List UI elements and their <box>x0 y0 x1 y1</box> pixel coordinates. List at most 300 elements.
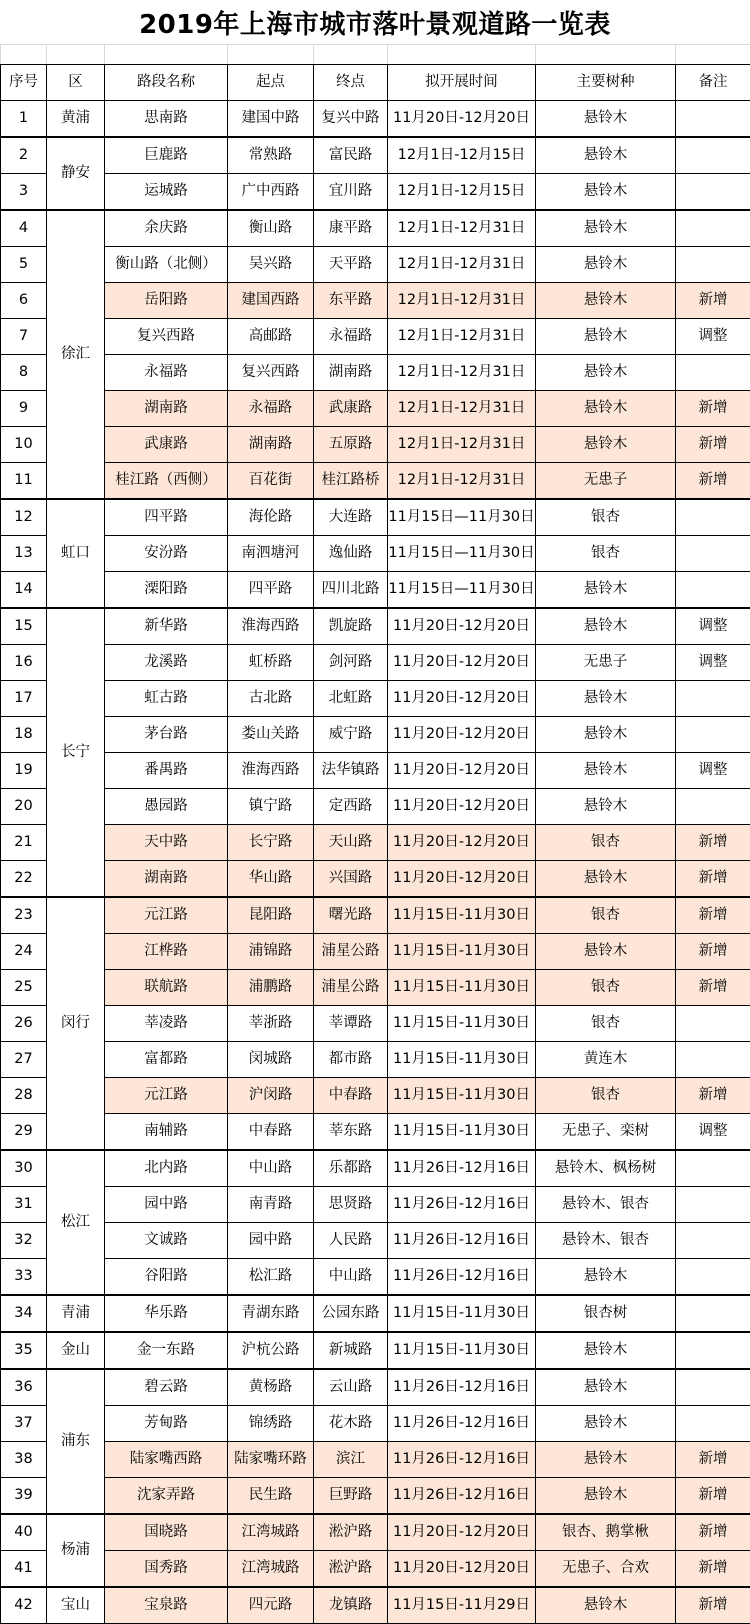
cell-to: 永福路 <box>314 319 388 355</box>
cell-to: 滨江 <box>314 1442 388 1478</box>
cell-tree: 悬铃木 <box>536 861 676 898</box>
cell-to: 武康路 <box>314 391 388 427</box>
cell-tree: 悬铃木 <box>536 1587 676 1624</box>
cell-to: 浦星公路 <box>314 934 388 970</box>
cell-time: 11月15日-11月30日 <box>388 1114 536 1151</box>
table-row <box>1 970 750 1006</box>
cell-note: 调整 <box>676 608 750 645</box>
cell-no: 19 <box>1 753 47 789</box>
table-row <box>1 391 750 427</box>
table-row <box>1 1042 750 1078</box>
cell-from: 浦鹏路 <box>228 970 314 1006</box>
cell-tree: 悬铃木 <box>536 753 676 789</box>
cell-road: 余庆路 <box>105 210 228 247</box>
cell-to: 浦星公路 <box>314 970 388 1006</box>
cell-time: 11月15日-11月30日 <box>388 1078 536 1114</box>
cell-from: 黄杨路 <box>228 1369 314 1406</box>
cell-no: 26 <box>1 1006 47 1042</box>
table-row <box>1 1114 750 1151</box>
cell-note: 新增 <box>676 463 750 500</box>
cell-note <box>676 1042 750 1078</box>
cell-note: 新增 <box>676 1478 750 1515</box>
cell-from: 百花街 <box>228 463 314 500</box>
cell-no: 8 <box>1 355 47 391</box>
cell-no: 15 <box>1 608 47 645</box>
cell-tree: 悬铃木 <box>536 1369 676 1406</box>
cell-to: 淞沪路 <box>314 1514 388 1551</box>
table-row <box>1 1332 750 1369</box>
blank-cell <box>105 45 228 65</box>
cell-road: 国秀路 <box>105 1551 228 1588</box>
cell-from: 闵城路 <box>228 1042 314 1078</box>
cell-road: 虹古路 <box>105 681 228 717</box>
table-row <box>1 1369 750 1406</box>
cell-from: 莘浙路 <box>228 1006 314 1042</box>
table-row <box>1 1259 750 1296</box>
cell-from: 四平路 <box>228 572 314 609</box>
cell-to: 兴国路 <box>314 861 388 898</box>
cell-note <box>676 1295 750 1332</box>
cell-time: 11月15日-11月30日 <box>388 1042 536 1078</box>
cell-from: 建国中路 <box>228 101 314 138</box>
cell-to: 凯旋路 <box>314 608 388 645</box>
cell-road: 巨鹿路 <box>105 137 228 174</box>
cell-to: 中山路 <box>314 1259 388 1296</box>
cell-note <box>676 1406 750 1442</box>
cell-note <box>676 1259 750 1296</box>
cell-time: 11月15日-11月30日 <box>388 1006 536 1042</box>
cell-time: 11月26日-12月16日 <box>388 1478 536 1515</box>
cell-no: 41 <box>1 1551 47 1588</box>
cell-time: 11月15日—11月30日 <box>388 572 536 609</box>
blank-row <box>1 45 750 65</box>
cell-to: 逸仙路 <box>314 536 388 572</box>
cell-note <box>676 137 750 174</box>
cell-note: 新增 <box>676 897 750 934</box>
cell-time: 11月20日-12月20日 <box>388 1551 536 1588</box>
cell-time: 11月20日-12月20日 <box>388 789 536 825</box>
cell-tree: 悬铃木、银杏 <box>536 1187 676 1223</box>
cell-to: 法华镇路 <box>314 753 388 789</box>
cell-to: 剑河路 <box>314 645 388 681</box>
cell-road: 江桦路 <box>105 934 228 970</box>
table-row <box>1 355 750 391</box>
cell-tree: 无患子 <box>536 645 676 681</box>
cell-from: 松汇路 <box>228 1259 314 1296</box>
cell-road: 富都路 <box>105 1042 228 1078</box>
cell-tree: 悬铃木 <box>536 1259 676 1296</box>
cell-from: 淮海西路 <box>228 753 314 789</box>
blank-cell <box>388 45 536 65</box>
cell-road: 岳阳路 <box>105 283 228 319</box>
cell-tree: 悬铃木 <box>536 608 676 645</box>
cell-tree: 悬铃木 <box>536 1442 676 1478</box>
cell-time: 11月20日-12月20日 <box>388 825 536 861</box>
cell-tree: 银杏 <box>536 1006 676 1042</box>
cell-to: 都市路 <box>314 1042 388 1078</box>
blank-cell <box>47 45 105 65</box>
cell-road: 龙溪路 <box>105 645 228 681</box>
cell-tree: 悬铃木 <box>536 210 676 247</box>
cell-tree: 悬铃木 <box>536 101 676 138</box>
cell-tree: 悬铃木 <box>536 789 676 825</box>
table-row <box>1 717 750 753</box>
cell-no: 22 <box>1 861 47 898</box>
cell-time: 11月15日-11月30日 <box>388 897 536 934</box>
cell-from: 长宁路 <box>228 825 314 861</box>
cell-from: 娄山关路 <box>228 717 314 753</box>
cell-tree: 无患子、栾树 <box>536 1114 676 1151</box>
cell-tree: 悬铃木 <box>536 355 676 391</box>
cell-road: 番禺路 <box>105 753 228 789</box>
cell-from: 陆家嘴环路 <box>228 1442 314 1478</box>
cell-tree: 银杏 <box>536 499 676 536</box>
cell-time: 12月1日-12月31日 <box>388 355 536 391</box>
cell-note: 新增 <box>676 1551 750 1588</box>
cell-road: 运城路 <box>105 174 228 211</box>
cell-tree: 悬铃木、银杏 <box>536 1223 676 1259</box>
cell-time: 11月20日-12月20日 <box>388 681 536 717</box>
cell-district: 闵行 <box>47 897 105 1150</box>
cell-no: 6 <box>1 283 47 319</box>
cell-road: 北内路 <box>105 1150 228 1187</box>
cell-no: 37 <box>1 1406 47 1442</box>
cell-to: 湖南路 <box>314 355 388 391</box>
cell-to: 天平路 <box>314 247 388 283</box>
cell-tree: 银杏 <box>536 825 676 861</box>
cell-from: 淮海西路 <box>228 608 314 645</box>
header-tree: 主要树种 <box>536 65 676 101</box>
cell-time: 11月26日-12月16日 <box>388 1442 536 1478</box>
header-row <box>1 65 750 101</box>
table-row <box>1 1295 750 1332</box>
cell-from: 华山路 <box>228 861 314 898</box>
cell-no: 27 <box>1 1042 47 1078</box>
cell-to: 花木路 <box>314 1406 388 1442</box>
cell-time: 11月20日-12月20日 <box>388 101 536 138</box>
cell-time: 11月26日-12月16日 <box>388 1150 536 1187</box>
table-row <box>1 645 750 681</box>
cell-time: 11月15日—11月30日 <box>388 499 536 536</box>
cell-no: 9 <box>1 391 47 427</box>
cell-to: 云山路 <box>314 1369 388 1406</box>
cell-from: 广中西路 <box>228 174 314 211</box>
cell-no: 25 <box>1 970 47 1006</box>
cell-note <box>676 1150 750 1187</box>
cell-note: 调整 <box>676 1114 750 1151</box>
cell-time: 11月20日-12月20日 <box>388 608 536 645</box>
cell-road: 永福路 <box>105 355 228 391</box>
cell-time: 12月1日-12月31日 <box>388 210 536 247</box>
cell-from: 江湾城路 <box>228 1514 314 1551</box>
cell-tree: 悬铃木 <box>536 283 676 319</box>
header-time: 拟开展时间 <box>388 65 536 101</box>
cell-to: 莘谭路 <box>314 1006 388 1042</box>
table-body <box>1 45 750 1624</box>
cell-from: 镇宁路 <box>228 789 314 825</box>
table-row <box>1 934 750 970</box>
cell-no: 39 <box>1 1478 47 1515</box>
cell-from: 中春路 <box>228 1114 314 1151</box>
cell-from: 沪杭公路 <box>228 1332 314 1369</box>
cell-time: 11月26日-12月16日 <box>388 1259 536 1296</box>
cell-note: 新增 <box>676 970 750 1006</box>
cell-road: 元江路 <box>105 897 228 934</box>
cell-district: 松江 <box>47 1150 105 1295</box>
table-row <box>1 861 750 898</box>
cell-time: 11月26日-12月16日 <box>388 1223 536 1259</box>
cell-note: 新增 <box>676 825 750 861</box>
header-note: 备注 <box>676 65 750 101</box>
cell-to: 思贤路 <box>314 1187 388 1223</box>
cell-no: 17 <box>1 681 47 717</box>
cell-no: 1 <box>1 101 47 138</box>
cell-district: 青浦 <box>47 1295 105 1332</box>
cell-road: 联航路 <box>105 970 228 1006</box>
table-row <box>1 1587 750 1624</box>
cell-from: 南青路 <box>228 1187 314 1223</box>
cell-note: 新增 <box>676 1514 750 1551</box>
cell-district: 静安 <box>47 137 105 210</box>
cell-district: 长宁 <box>47 608 105 897</box>
cell-from: 四元路 <box>228 1587 314 1624</box>
cell-to: 巨野路 <box>314 1478 388 1515</box>
table-row <box>1 283 750 319</box>
cell-no: 7 <box>1 319 47 355</box>
cell-time: 11月15日-11月30日 <box>388 1295 536 1332</box>
cell-no: 16 <box>1 645 47 681</box>
cell-from: 湖南路 <box>228 427 314 463</box>
table-row <box>1 137 750 174</box>
cell-to: 莘东路 <box>314 1114 388 1151</box>
cell-no: 23 <box>1 897 47 934</box>
cell-to: 定西路 <box>314 789 388 825</box>
cell-from: 衡山路 <box>228 210 314 247</box>
cell-road: 愚园路 <box>105 789 228 825</box>
cell-road: 金一东路 <box>105 1332 228 1369</box>
cell-tree: 黄连木 <box>536 1042 676 1078</box>
table-row <box>1 1406 750 1442</box>
cell-time: 11月26日-12月16日 <box>388 1187 536 1223</box>
cell-district: 浦东 <box>47 1369 105 1514</box>
cell-tree: 银杏 <box>536 897 676 934</box>
cell-no: 30 <box>1 1150 47 1187</box>
cell-road: 芳甸路 <box>105 1406 228 1442</box>
cell-tree: 悬铃木 <box>536 572 676 609</box>
cell-tree: 悬铃木 <box>536 934 676 970</box>
cell-time: 12月1日-12月31日 <box>388 319 536 355</box>
cell-road: 宝泉路 <box>105 1587 228 1624</box>
cell-no: 2 <box>1 137 47 174</box>
cell-time: 12月1日-12月31日 <box>388 283 536 319</box>
cell-road: 思南路 <box>105 101 228 138</box>
cell-time: 11月15日—11月30日 <box>388 536 536 572</box>
cell-tree: 银杏、鹅掌楸 <box>536 1514 676 1551</box>
cell-from: 民生路 <box>228 1478 314 1515</box>
table-row <box>1 572 750 609</box>
cell-tree: 悬铃木 <box>536 391 676 427</box>
cell-time: 11月15日-11月30日 <box>388 934 536 970</box>
cell-district: 黄浦 <box>47 101 105 138</box>
blank-cell <box>536 45 676 65</box>
cell-note <box>676 572 750 609</box>
table-row <box>1 319 750 355</box>
cell-road: 湖南路 <box>105 391 228 427</box>
cell-time: 12月1日-12月31日 <box>388 247 536 283</box>
header-to: 终点 <box>314 65 388 101</box>
cell-to: 桂江路桥 <box>314 463 388 500</box>
table-row <box>1 210 750 247</box>
cell-no: 29 <box>1 1114 47 1151</box>
table-row <box>1 247 750 283</box>
cell-no: 35 <box>1 1332 47 1369</box>
cell-to: 威宁路 <box>314 717 388 753</box>
cell-note <box>676 355 750 391</box>
cell-road: 新华路 <box>105 608 228 645</box>
cell-to: 北虹路 <box>314 681 388 717</box>
cell-note <box>676 1006 750 1042</box>
cell-tree: 银杏 <box>536 970 676 1006</box>
cell-no: 31 <box>1 1187 47 1223</box>
cell-tree: 银杏 <box>536 536 676 572</box>
cell-to: 新城路 <box>314 1332 388 1369</box>
cell-tree: 悬铃木 <box>536 681 676 717</box>
blank-cell <box>228 45 314 65</box>
cell-to: 天山路 <box>314 825 388 861</box>
cell-no: 3 <box>1 174 47 211</box>
cell-district: 金山 <box>47 1332 105 1369</box>
table-row <box>1 1514 750 1551</box>
cell-to: 曙光路 <box>314 897 388 934</box>
cell-no: 36 <box>1 1369 47 1406</box>
blank-cell <box>1 45 47 65</box>
cell-from: 中山路 <box>228 1150 314 1187</box>
cell-note <box>676 1369 750 1406</box>
cell-time: 12月1日-12月15日 <box>388 174 536 211</box>
cell-tree: 悬铃木 <box>536 1478 676 1515</box>
cell-road: 武康路 <box>105 427 228 463</box>
cell-no: 21 <box>1 825 47 861</box>
cell-time: 11月15日-11月30日 <box>388 970 536 1006</box>
cell-time: 12月1日-12月15日 <box>388 137 536 174</box>
cell-road: 衡山路（北侧） <box>105 247 228 283</box>
cell-to: 复兴中路 <box>314 101 388 138</box>
cell-no: 33 <box>1 1259 47 1296</box>
cell-tree: 无患子、合欢 <box>536 1551 676 1588</box>
cell-note <box>676 536 750 572</box>
header-road: 路段名称 <box>105 65 228 101</box>
cell-tree: 悬铃木 <box>536 1406 676 1442</box>
cell-note <box>676 1332 750 1369</box>
cell-no: 42 <box>1 1587 47 1624</box>
cell-road: 湖南路 <box>105 861 228 898</box>
cell-note: 新增 <box>676 1587 750 1624</box>
cell-tree: 悬铃木 <box>536 174 676 211</box>
cell-no: 20 <box>1 789 47 825</box>
cell-to: 大连路 <box>314 499 388 536</box>
cell-from: 江湾城路 <box>228 1551 314 1588</box>
cell-to: 淞沪路 <box>314 1551 388 1588</box>
cell-to: 公园东路 <box>314 1295 388 1332</box>
cell-from: 复兴西路 <box>228 355 314 391</box>
cell-tree: 银杏树 <box>536 1295 676 1332</box>
cell-road: 南辅路 <box>105 1114 228 1151</box>
cell-road: 安汾路 <box>105 536 228 572</box>
cell-note: 新增 <box>676 1442 750 1478</box>
cell-note: 调整 <box>676 319 750 355</box>
cell-from: 浦锦路 <box>228 934 314 970</box>
cell-note: 新增 <box>676 1078 750 1114</box>
cell-no: 34 <box>1 1295 47 1332</box>
table-row <box>1 753 750 789</box>
cell-tree: 无患子 <box>536 463 676 500</box>
cell-road: 溧阳路 <box>105 572 228 609</box>
cell-no: 11 <box>1 463 47 500</box>
cell-time: 11月20日-12月20日 <box>388 753 536 789</box>
cell-to: 龙镇路 <box>314 1587 388 1624</box>
cell-tree: 银杏 <box>536 1078 676 1114</box>
road-table <box>0 44 750 1624</box>
table-row <box>1 1442 750 1478</box>
cell-road: 四平路 <box>105 499 228 536</box>
table-row <box>1 681 750 717</box>
cell-district: 徐汇 <box>47 210 105 499</box>
cell-road: 莘凌路 <box>105 1006 228 1042</box>
cell-note: 新增 <box>676 934 750 970</box>
cell-time: 11月15日-11月30日 <box>388 1332 536 1369</box>
header-district: 区 <box>47 65 105 101</box>
cell-note <box>676 499 750 536</box>
table-row <box>1 499 750 536</box>
cell-road: 桂江路（西侧） <box>105 463 228 500</box>
cell-note <box>676 1187 750 1223</box>
cell-note: 新增 <box>676 861 750 898</box>
blank-cell <box>676 45 750 65</box>
cell-no: 4 <box>1 210 47 247</box>
cell-note <box>676 174 750 211</box>
cell-tree: 悬铃木 <box>536 1332 676 1369</box>
cell-note <box>676 101 750 138</box>
cell-time: 12月1日-12月31日 <box>388 427 536 463</box>
cell-to: 中春路 <box>314 1078 388 1114</box>
cell-from: 青湖东路 <box>228 1295 314 1332</box>
cell-from: 海伦路 <box>228 499 314 536</box>
cell-time: 11月20日-12月20日 <box>388 645 536 681</box>
table-row <box>1 1223 750 1259</box>
cell-from: 常熟路 <box>228 137 314 174</box>
cell-road: 复兴西路 <box>105 319 228 355</box>
cell-district: 杨浦 <box>47 1514 105 1587</box>
cell-time: 11月20日-12月20日 <box>388 1514 536 1551</box>
cell-from: 建国西路 <box>228 283 314 319</box>
cell-road: 华乐路 <box>105 1295 228 1332</box>
cell-road: 天中路 <box>105 825 228 861</box>
cell-to: 四川北路 <box>314 572 388 609</box>
header-no: 序号 <box>1 65 47 101</box>
cell-from: 锦绣路 <box>228 1406 314 1442</box>
cell-no: 28 <box>1 1078 47 1114</box>
cell-to: 乐都路 <box>314 1150 388 1187</box>
cell-from: 沪闵路 <box>228 1078 314 1114</box>
cell-road: 陆家嘴西路 <box>105 1442 228 1478</box>
cell-note <box>676 717 750 753</box>
cell-time: 11月26日-12月16日 <box>388 1369 536 1406</box>
blank-cell <box>314 45 388 65</box>
cell-no: 40 <box>1 1514 47 1551</box>
cell-no: 14 <box>1 572 47 609</box>
table-row <box>1 1187 750 1223</box>
cell-from: 高邮路 <box>228 319 314 355</box>
